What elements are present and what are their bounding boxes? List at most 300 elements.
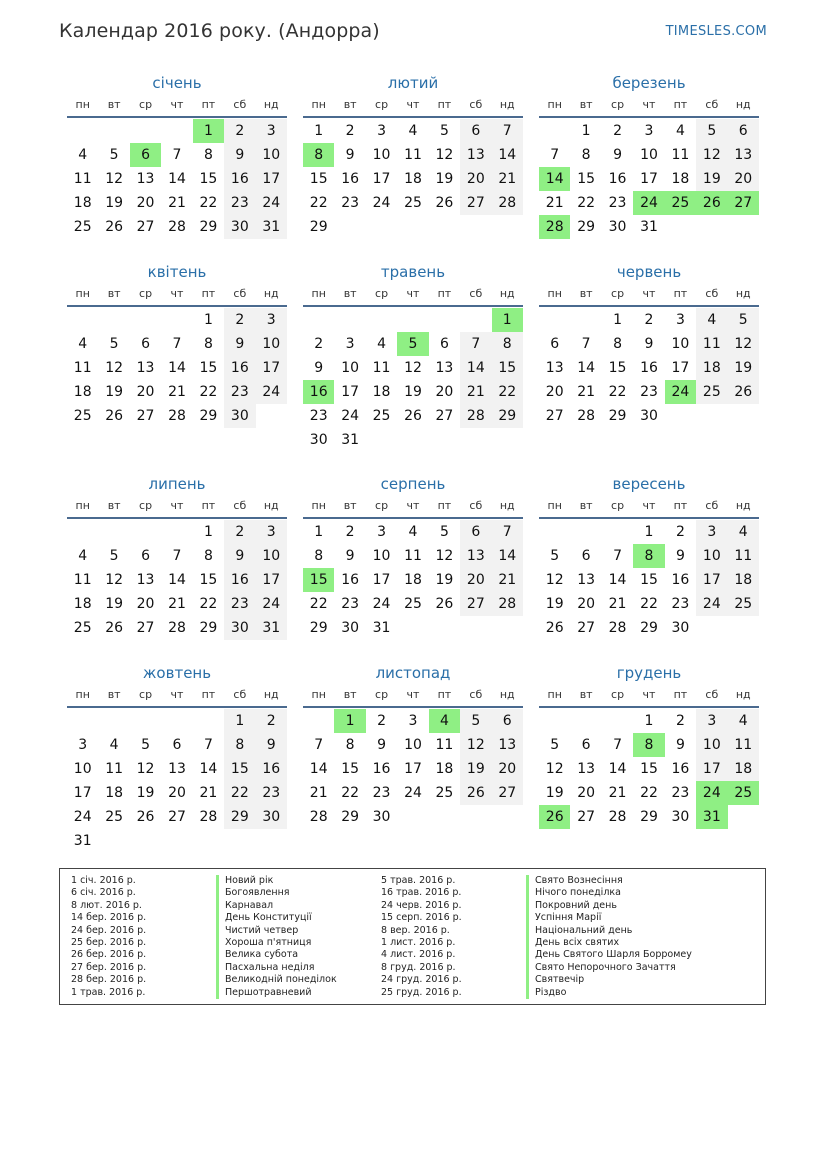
holiday-day: 5 <box>397 332 428 356</box>
day-empty <box>570 520 601 544</box>
legend-date: 1 трав. 2016 р. <box>71 986 146 998</box>
month-name: квітень <box>147 263 207 281</box>
day: 5 <box>696 119 727 143</box>
day-empty <box>130 829 161 853</box>
day: 3 <box>256 308 287 332</box>
day-empty <box>130 119 161 143</box>
legend-date: 26 бер. 2016 р. <box>71 949 147 961</box>
day: 19 <box>460 757 491 781</box>
weekday-label: чт <box>406 688 420 701</box>
day: 15 <box>199 171 218 187</box>
day-empty <box>728 404 759 428</box>
weekday-label: чт <box>642 688 656 701</box>
day: 1 <box>224 709 255 733</box>
weekday-label: пт <box>437 499 452 512</box>
day: 6 <box>492 709 523 733</box>
day: 7 <box>172 336 182 352</box>
weekday-label: вт <box>343 499 357 512</box>
legend-date: 8 груд. 2016 р. <box>381 961 456 973</box>
weekday-label: пн <box>75 287 90 300</box>
day: 21 <box>608 785 627 801</box>
day: 14 <box>492 544 523 568</box>
legend-date: 25 бер. 2016 р. <box>71 936 147 948</box>
month <box>303 473 523 662</box>
weekday-label: ср <box>375 499 389 512</box>
day: 10 <box>640 147 658 163</box>
weekday-label: нд <box>263 688 279 701</box>
months-grid <box>67 72 759 852</box>
day: 25 <box>435 785 454 801</box>
day: 6 <box>460 520 491 544</box>
day: 4 <box>78 336 88 352</box>
day: 11 <box>671 147 690 163</box>
weekday-label: нд <box>735 688 751 701</box>
day: 14 <box>309 761 328 777</box>
day: 19 <box>728 356 759 380</box>
day: 27 <box>136 408 155 424</box>
day: 26 <box>105 408 124 424</box>
day: 11 <box>73 171 92 187</box>
weekday-label: ср <box>139 287 153 300</box>
day: 24 <box>256 191 287 215</box>
weekday-label: пт <box>437 688 452 701</box>
day: 18 <box>105 785 124 801</box>
day: 23 <box>224 191 255 215</box>
weekday-label: нд <box>263 499 279 512</box>
legend-date: 4 лист. 2016 р. <box>381 949 456 961</box>
day: 7 <box>613 737 623 753</box>
day: 23 <box>256 781 287 805</box>
month <box>67 72 287 261</box>
day: 2 <box>345 524 355 540</box>
day: 15 <box>341 761 360 777</box>
day-empty <box>570 308 601 332</box>
day: 30 <box>372 809 391 825</box>
legend-holiday-name: Національний день <box>526 925 632 937</box>
day: 12 <box>460 733 491 757</box>
day-empty <box>665 215 696 239</box>
legend-holiday-name: Різдво <box>526 987 566 999</box>
day: 17 <box>404 761 422 777</box>
day: 23 <box>309 408 328 424</box>
day: 13 <box>577 761 596 777</box>
day-empty <box>728 616 759 640</box>
day: 28 <box>492 592 523 616</box>
day: 6 <box>141 548 151 564</box>
day: 12 <box>545 761 564 777</box>
day-empty <box>696 215 727 239</box>
page-title: Календар 2016 року. (Андорра) <box>59 20 380 42</box>
day-empty <box>67 520 98 544</box>
month <box>539 261 759 473</box>
day: 18 <box>671 171 690 187</box>
day: 11 <box>696 332 727 356</box>
day: 27 <box>460 592 491 616</box>
days-grid <box>303 520 523 640</box>
days-grid <box>539 709 759 829</box>
day: 29 <box>224 805 255 829</box>
day: 2 <box>613 123 623 139</box>
month <box>67 473 287 662</box>
weekday-label: нд <box>499 287 515 300</box>
day: 13 <box>136 171 155 187</box>
day-empty <box>98 119 129 143</box>
day: 10 <box>696 544 727 568</box>
day: 25 <box>73 620 92 636</box>
weekday-label: пн <box>547 688 562 701</box>
day: 17 <box>256 356 287 380</box>
day-empty <box>696 404 727 428</box>
day: 12 <box>105 572 124 588</box>
day: 8 <box>224 733 255 757</box>
legend-holiday-name: Святвечір <box>526 974 584 986</box>
day: 8 <box>581 147 591 163</box>
day: 27 <box>136 620 155 636</box>
day: 14 <box>168 572 186 588</box>
day: 25 <box>696 380 727 404</box>
legend-holiday-name: Нічого понеділка <box>526 887 621 899</box>
day: 4 <box>78 548 88 564</box>
day-empty <box>460 428 491 452</box>
weekday-label: пн <box>311 287 326 300</box>
day: 15 <box>640 761 658 777</box>
legend-date: 25 груд. 2016 р. <box>381 986 462 998</box>
holiday-day: 26 <box>539 805 570 829</box>
day: 4 <box>696 308 727 332</box>
month-name: березень <box>612 74 686 92</box>
day: 15 <box>309 171 328 187</box>
holiday-day: 15 <box>303 568 334 592</box>
days-grid <box>539 520 759 640</box>
month-name: лютий <box>387 74 439 92</box>
day-empty <box>429 215 460 239</box>
day: 20 <box>577 596 596 612</box>
day: 18 <box>73 384 92 400</box>
day: 6 <box>141 336 151 352</box>
holiday-day: 14 <box>539 167 570 191</box>
weekday-label: вт <box>579 98 593 111</box>
weekday-label: нд <box>263 287 279 300</box>
legend-holiday-name: Першотравневий <box>216 987 312 999</box>
day: 8 <box>203 548 213 564</box>
weekday-label: нд <box>499 499 515 512</box>
day: 19 <box>545 596 564 612</box>
weekday-label: вт <box>107 287 121 300</box>
day: 13 <box>136 360 155 376</box>
weekday-header <box>67 94 287 118</box>
weekday-label: пн <box>311 98 326 111</box>
day: 21 <box>168 195 186 211</box>
days-grid <box>303 709 523 829</box>
day-empty <box>224 829 255 853</box>
legend-date: 1 лист. 2016 р. <box>381 936 456 948</box>
legend-date: 27 бер. 2016 р. <box>71 961 147 973</box>
month <box>67 261 287 473</box>
day: 21 <box>545 195 564 211</box>
day: 21 <box>460 380 491 404</box>
weekday-label: ср <box>611 98 625 111</box>
month <box>539 72 759 261</box>
day: 19 <box>105 596 124 612</box>
holiday-day: 8 <box>633 544 664 568</box>
day: 21 <box>492 167 523 191</box>
weekday-header <box>539 495 759 519</box>
day: 2 <box>675 713 685 729</box>
day-empty <box>728 805 759 829</box>
day: 19 <box>545 785 564 801</box>
day: 1 <box>203 312 213 328</box>
weekday-header <box>303 283 523 307</box>
weekday-label: чт <box>170 287 184 300</box>
day-empty <box>539 308 570 332</box>
weekday-label: нд <box>735 499 751 512</box>
day-empty <box>67 308 98 332</box>
day: 29 <box>199 408 218 424</box>
day: 10 <box>73 761 92 777</box>
legend-date: 24 бер. 2016 р. <box>71 924 147 936</box>
day: 30 <box>608 219 627 235</box>
day: 2 <box>314 336 324 352</box>
day-empty <box>429 616 460 640</box>
day-empty <box>429 428 460 452</box>
day: 7 <box>492 520 523 544</box>
day: 7 <box>172 548 182 564</box>
day: 5 <box>728 308 759 332</box>
weekday-label: ср <box>139 688 153 701</box>
weekday-label: нд <box>735 98 751 111</box>
day: 20 <box>435 384 454 400</box>
day: 26 <box>545 620 564 636</box>
holiday-day: 1 <box>492 308 523 332</box>
day: 7 <box>172 147 182 163</box>
day: 27 <box>168 809 186 825</box>
legend-date: 28 бер. 2016 р. <box>71 974 147 986</box>
site-link[interactable]: TIMESLES.COM <box>665 24 767 39</box>
weekday-label: пт <box>437 287 452 300</box>
day: 29 <box>492 404 523 428</box>
day-empty <box>256 829 287 853</box>
day-empty <box>366 308 397 332</box>
weekday-label: сб <box>233 688 247 701</box>
day: 2 <box>345 123 355 139</box>
days-grid <box>303 119 523 239</box>
day: 30 <box>341 620 360 636</box>
day: 19 <box>105 384 124 400</box>
legend-holiday-name: Пасхальна неділя <box>216 962 314 974</box>
day: 4 <box>408 123 418 139</box>
day: 16 <box>671 572 690 588</box>
weekday-label: ср <box>611 688 625 701</box>
day: 14 <box>168 360 186 376</box>
day: 31 <box>341 432 360 448</box>
day-empty <box>397 215 428 239</box>
day-empty <box>570 709 601 733</box>
day: 25 <box>728 592 759 616</box>
day-empty <box>492 215 523 239</box>
weekday-header <box>67 684 287 708</box>
weekday-label: сб <box>469 98 483 111</box>
day: 29 <box>199 620 218 636</box>
day: 16 <box>224 167 255 191</box>
weekday-header <box>539 94 759 118</box>
day: 12 <box>435 147 454 163</box>
day: 20 <box>545 384 564 400</box>
day: 7 <box>314 737 324 753</box>
day-empty <box>397 308 428 332</box>
weekday-label: вт <box>343 98 357 111</box>
day: 6 <box>460 119 491 143</box>
legend-holiday-name: Карнавал <box>216 900 273 912</box>
weekday-label: пн <box>311 688 326 701</box>
day: 30 <box>640 408 658 424</box>
day: 17 <box>256 568 287 592</box>
weekday-label: чт <box>642 499 656 512</box>
day-empty <box>98 829 129 853</box>
day: 1 <box>203 524 213 540</box>
day: 10 <box>256 143 287 167</box>
day-empty <box>366 215 397 239</box>
day: 29 <box>640 620 658 636</box>
day: 13 <box>460 544 491 568</box>
weekday-label: сб <box>705 98 719 111</box>
month-name: жовтень <box>142 664 212 682</box>
day: 26 <box>105 219 124 235</box>
day: 22 <box>640 596 658 612</box>
day: 2 <box>675 524 685 540</box>
day: 21 <box>492 568 523 592</box>
day: 11 <box>435 737 454 753</box>
day: 24 <box>372 596 391 612</box>
weekday-label: пт <box>673 688 688 701</box>
day: 24 <box>256 380 287 404</box>
weekday-header <box>67 283 287 307</box>
weekday-label: чт <box>406 499 420 512</box>
day: 27 <box>435 408 454 424</box>
month-name: червень <box>616 263 682 281</box>
day: 27 <box>492 781 523 805</box>
day: 13 <box>492 733 523 757</box>
day: 29 <box>640 809 658 825</box>
legend-holiday-name: Успіння Марії <box>526 912 601 924</box>
day: 20 <box>136 195 155 211</box>
days-grid <box>67 709 287 853</box>
day: 10 <box>696 733 727 757</box>
day-empty <box>366 428 397 452</box>
day: 11 <box>73 360 92 376</box>
day: 9 <box>314 360 324 376</box>
day: 26 <box>105 620 124 636</box>
day: 8 <box>203 336 213 352</box>
day: 28 <box>608 620 627 636</box>
day: 23 <box>671 785 690 801</box>
day: 27 <box>545 408 564 424</box>
legend-holiday-name: Хороша п'ятниця <box>216 937 311 949</box>
day-empty <box>460 805 491 829</box>
month-name: листопад <box>375 664 451 682</box>
day: 4 <box>728 709 759 733</box>
day: 7 <box>460 332 491 356</box>
weekday-label: ср <box>375 688 389 701</box>
day: 28 <box>168 620 186 636</box>
day: 14 <box>460 356 491 380</box>
weekday-header <box>303 94 523 118</box>
legend-holiday-name: Покровний день <box>526 900 617 912</box>
days-grid <box>539 119 759 239</box>
day: 31 <box>372 620 391 636</box>
day: 14 <box>577 360 596 376</box>
day-empty <box>397 428 428 452</box>
holiday-day: 26 <box>696 191 727 215</box>
day: 1 <box>581 123 591 139</box>
month-name: січень <box>152 74 202 92</box>
day: 10 <box>372 147 391 163</box>
day: 22 <box>199 596 218 612</box>
legend-date: 8 лют. 2016 р. <box>71 899 142 911</box>
weekday-label: нд <box>499 688 515 701</box>
day: 8 <box>203 147 213 163</box>
day: 13 <box>136 572 155 588</box>
weekday-label: вт <box>107 688 121 701</box>
day: 13 <box>435 360 454 376</box>
day: 28 <box>608 809 627 825</box>
day: 17 <box>256 167 287 191</box>
day-empty <box>193 829 224 853</box>
day: 29 <box>309 219 328 235</box>
day-empty <box>303 308 334 332</box>
day: 4 <box>408 524 418 540</box>
day-empty <box>193 709 224 733</box>
weekday-header <box>539 684 759 708</box>
day: 14 <box>608 761 627 777</box>
day: 21 <box>309 785 328 801</box>
weekday-label: вт <box>107 499 121 512</box>
legend-holiday-name: День Конституції <box>216 912 312 924</box>
day: 15 <box>577 171 596 187</box>
day: 16 <box>671 761 690 777</box>
day: 21 <box>168 384 186 400</box>
day: 22 <box>341 785 360 801</box>
month <box>303 261 523 473</box>
day: 12 <box>545 572 564 588</box>
day: 13 <box>460 143 491 167</box>
holiday-day: 6 <box>130 143 161 167</box>
day: 24 <box>696 592 727 616</box>
day: 22 <box>608 384 627 400</box>
holiday-day: 1 <box>193 119 224 143</box>
weekday-label: чт <box>170 688 184 701</box>
day: 3 <box>696 709 727 733</box>
day-empty <box>334 308 365 332</box>
day: 11 <box>404 147 422 163</box>
day: 2 <box>377 713 387 729</box>
day: 31 <box>256 616 287 640</box>
day: 26 <box>460 781 491 805</box>
day: 25 <box>404 596 422 612</box>
weekday-label: сб <box>469 688 483 701</box>
day-empty <box>256 404 287 428</box>
day-empty <box>539 520 570 544</box>
day: 11 <box>372 360 391 376</box>
day: 7 <box>581 336 591 352</box>
day: 3 <box>256 119 287 143</box>
days-grid <box>67 119 287 239</box>
weekday-label: пт <box>201 287 216 300</box>
day-empty <box>161 520 192 544</box>
day: 8 <box>314 548 324 564</box>
day: 22 <box>199 195 218 211</box>
day: 7 <box>203 737 213 753</box>
day: 13 <box>545 360 564 376</box>
